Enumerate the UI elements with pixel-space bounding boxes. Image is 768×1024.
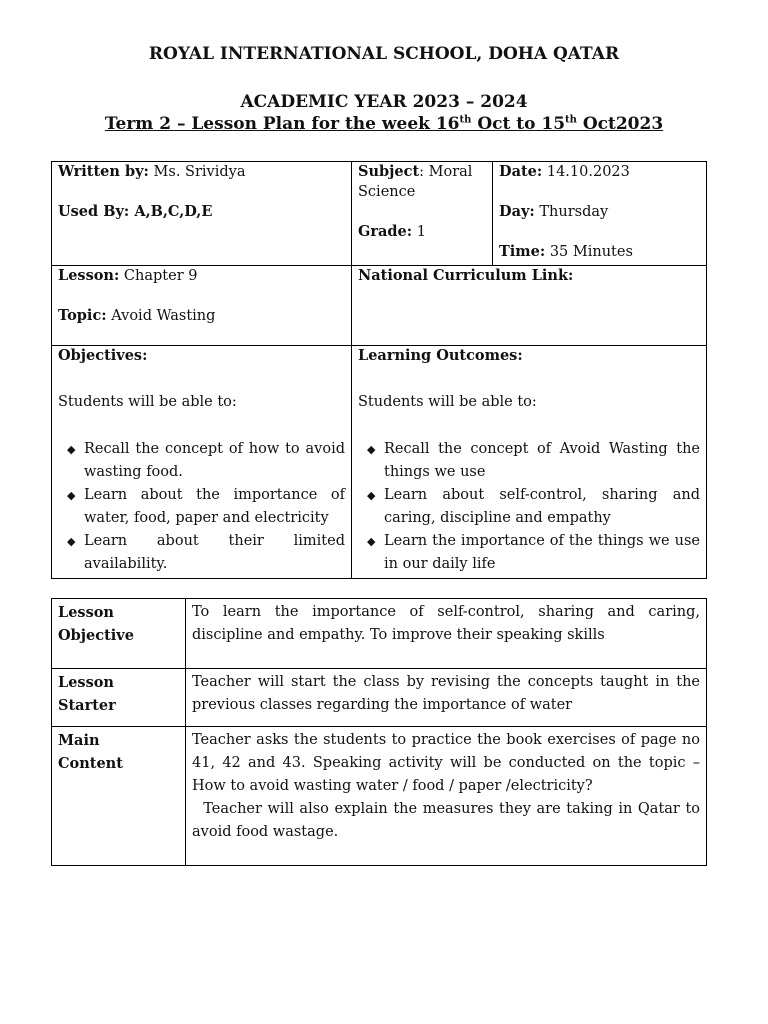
day-value: Thursday — [534, 204, 609, 220]
subject-cell — [352, 162, 493, 266]
date-cell — [493, 162, 707, 266]
lesson-objective-text: To learn the importance of self-control, sharing and caring, discipline and empathy. To improve their speaking skills — [192, 604, 700, 643]
lesson-plan-table — [51, 598, 707, 866]
bullet-diamond-icon: ◆ — [367, 535, 376, 548]
term-title — [0, 114, 768, 134]
outcomes-list — [358, 438, 700, 576]
term-title-sup2: th — [565, 114, 577, 126]
lesson-label: Lesson: — [58, 267, 120, 284]
list-item — [358, 484, 700, 530]
main-content-label-2: Content — [58, 755, 123, 772]
outcomes-title: Learning Outcomes: — [358, 347, 523, 364]
list-item — [58, 530, 345, 576]
lesson-starter-text: Teacher will start the class by revising the concepts taught in the previous classes regarding the importance of water — [192, 674, 700, 713]
used-by-value: A,B,C,D,E — [129, 203, 213, 220]
list-item — [58, 438, 345, 484]
list-item-text: Learn about self-control, sharing and caring, discipline and empathy — [384, 487, 700, 526]
topic-label: Topic: — [58, 307, 107, 324]
bullet-diamond-icon: ◆ — [67, 489, 76, 502]
term-title-part2: Oct to 15 — [471, 114, 566, 134]
main-label-cell — [52, 727, 186, 866]
main-content-text-2: Teacher will also explain the measures they are taking in Qatar to avoid food wastage. — [192, 801, 705, 840]
grade-value: 1 — [412, 224, 426, 240]
objectives-cell — [52, 346, 352, 579]
lesson-objective-label-1: Lesson — [58, 604, 114, 621]
date-label: Date: — [499, 163, 543, 180]
list-item-text: Learn about the importance of water, food, paper and electricity — [84, 487, 345, 526]
starter-label-cell — [52, 669, 186, 727]
lesson-objective-label-2: Objective — [58, 627, 134, 644]
time-label: Time: — [499, 243, 546, 260]
lesson-value: Chapter 9 — [119, 268, 198, 284]
bullet-diamond-icon: ◆ — [367, 489, 376, 502]
objective-label-cell — [52, 599, 186, 669]
outcomes-cell — [352, 346, 707, 579]
national-curriculum-cell — [352, 266, 707, 346]
lesson-cell — [52, 266, 352, 346]
written-by-value: Ms. Srividya — [148, 164, 246, 180]
list-item — [358, 530, 700, 576]
objectives-intro: Students will be able to: — [58, 394, 237, 410]
bullet-diamond-icon: ◆ — [67, 443, 76, 456]
written-by-cell — [52, 162, 352, 266]
subject-label: Subject — [358, 163, 420, 180]
list-item-text: Learn about their limited availability. — [84, 533, 345, 572]
topic-value: Avoid Wasting — [106, 308, 216, 324]
grade-label: Grade: — [358, 223, 413, 240]
date-value: 14.10.2023 — [542, 164, 630, 180]
academic-year: ACADEMIC YEAR 2023 – 2024 — [240, 92, 528, 112]
bullet-diamond-icon: ◆ — [367, 443, 376, 456]
bullet-diamond-icon: ◆ — [67, 535, 76, 548]
list-item — [358, 438, 700, 484]
subject-value-line2: Science — [358, 184, 416, 200]
school-name: ROYAL INTERNATIONAL SCHOOL, DOHA QATAR — [148, 44, 620, 64]
lesson-starter-label-2: Starter — [58, 697, 116, 714]
lesson-starter-label-1: Lesson — [58, 674, 114, 691]
main-text-cell — [186, 727, 707, 866]
time-value: 35 Minutes — [545, 244, 633, 260]
written-by-label: Written by: — [58, 163, 149, 180]
term-title-sup1: th — [459, 114, 472, 126]
used-by-label: Used By: — [58, 203, 130, 220]
list-item — [58, 484, 345, 530]
list-item-text: Recall the concept of Avoid Wasting the things we use — [384, 441, 700, 480]
starter-text-cell — [186, 669, 707, 727]
main-content-text-1: Teacher asks the students to practice the book exercises of page no 41, 42 and 43. Speaking activity will be conducted on the topic – How to avoid wasting water / food / paper /electricity? — [192, 732, 700, 794]
subject-value-line1: : Moral — [419, 164, 473, 180]
main-content-label-1: Main — [58, 732, 100, 749]
outcomes-intro: Students will be able to: — [358, 394, 537, 410]
objectives-title: Objectives: — [58, 347, 148, 364]
objective-text-cell — [186, 599, 707, 669]
day-label: Day: — [499, 203, 535, 220]
term-title-part1: Term 2 – Lesson Plan for the week 16 — [104, 114, 460, 134]
list-item-text: Learn the importance of the things we use in our daily life — [384, 533, 700, 572]
objectives-list — [58, 438, 345, 576]
national-curriculum-label: National Curriculum Link: — [358, 267, 574, 284]
lesson-info-table — [51, 161, 707, 579]
list-item-text: Recall the concept of how to avoid wasting food. — [84, 441, 345, 480]
term-title-part3: Oct2023 — [576, 114, 664, 134]
